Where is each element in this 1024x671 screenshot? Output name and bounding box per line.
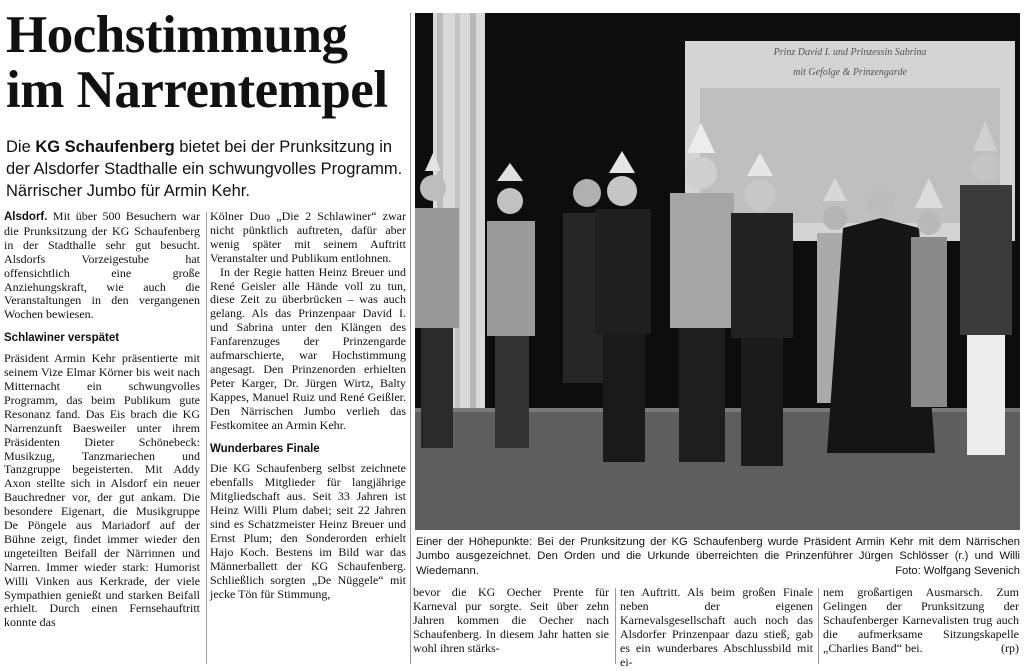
paragraph: Die KG Schaufenberg selbst zeichnete ebenfalls Mitglieder für langjährige Mitgliedschaft aus. Seit 33 Jahren ist Heinz Willi Plum dabei; seit 22 Jahren sind es Schatzmeister Heinz Breuer und Ernst Plum; den Sonderorden erhielt Hajo Koch. Bestens im Bild war das Männerballett der KG Schaufenberg. Schließlich sorgten „De Nüggele“ mit jecke Tön für Stimmung, (210, 461, 406, 601)
lead-bold: KG Schaufenberg (35, 138, 175, 156)
column-rule (410, 13, 411, 664)
headline-line-1: Hochstimmung (6, 6, 348, 64)
banner-text-1: Prinz David I. und Prinzessin Sabrina (773, 47, 927, 58)
paragraph (823, 586, 1019, 656)
lead-rest: bietet bei der Prunksitzung in der Alsdorfer Stadthalle ein schwungvolles Programm. Närrischer Jumbo für Armin Kehr. (6, 138, 403, 200)
paragraph (4, 210, 200, 322)
photo-caption (416, 535, 1020, 578)
column-rule (206, 212, 207, 664)
author-initials: (rp) (1001, 640, 1019, 655)
photo (415, 13, 1020, 530)
article-column-2 (210, 210, 406, 601)
banner-text-2: mit Gefolge & Prinzengarde (793, 67, 907, 78)
stage-photo-illustration (415, 13, 1020, 530)
column-rule (818, 588, 819, 664)
column-rule (615, 588, 616, 664)
paragraph: ten Auftritt. Als beim großen Finale neben der eigenen Karnevalsgesellschaft auch noch das Alsdorfer Prinzenpaar dazu stieß, gab es ein wunderbares Abschlussbild mit ei- (620, 585, 813, 669)
paragraph: bevor die KG Oecher Prente für Karneval pur sorgte. Seit über zehn Jahren kommen die Oecher nach Schaufenberg. In diesem Jahr hatten sie wohl ihren stärks- (413, 585, 609, 655)
paragraph-text: Mit über 500 Besuchern war die Prunksitzung der KG Schaufenberg in der Stadthalle sehr gut besucht. Alsdorfs Vorzeigestube hat offensichtlich eine große Anziehungskraft, wie auch die Veranstaltungen in den vergangenen Wochen bewiesen. (4, 209, 200, 322)
subheading: Wunderbares Finale (210, 442, 320, 455)
lead-paragraph (6, 136, 406, 202)
dateline: Alsdorf. (4, 211, 48, 223)
paragraph: Präsident Armin Kehr präsentierte mit seinem Vize Elmar Körner bis weit nach Mitternacht ein schwungvolles Programm, das beim Publikum gute Resonanz fand. Das Eis brach die KG Narrenzunft Baesweiler unter ihrem Präsidenten Dieter Schönebeck: Musikzug, Tanzmariechen und Tanzgruppe begeisterten. Mit Addy Axon stellte sich in Alsdorf ein neuer Bauchredner vor, der gut ankam. Die besondere Eigenart, die Musikgruppe De Pöngele aus Mariadorf auf der Bühne zeigt, findet immer wieder den ungeteilten Beifall der Närrinnen und Narren. Immer wieder stark: Humorist Willi Vinken aus Kerkrade, der viele Sympathien genießt und starken Beifall erhielt. Durch einen Fernsehauftritt konnte das (4, 351, 200, 630)
article-column-1 (4, 210, 200, 630)
article-column-4 (620, 586, 813, 669)
subheading: Schlawiner verspätet (4, 332, 120, 345)
paragraph-text: nem großartigen Ausmarsch. Zum Gelingen der Prunksitzung der Schaufenberger Karnevalisten trug auch die aufmerksame Sitzungskapelle „Charlies Band“ bei. (823, 585, 1019, 655)
article-column-3 (413, 586, 609, 656)
paragraph: In der Regie hatten Heinz Breuer und René Geisler alle Hände voll zu tun, diese Zeit zu überbrücken – was auch gelang. Als das Prinzenpaar David I. und Sabrina unter den Klängen des Fanfarenzuges der Prinzengarde aufmarschierte, war Hochstimmung angesagt. Den Prinzenorden erhielten Peter Karger, Dr. Jürgen Wirtz, Balty Kappes, Manuel Ruiz und René Geißler. Den Närrischen Jumbo verlieh das Festkomitee an Armin Kehr. (210, 264, 406, 432)
paragraph: Kölner Duo „Die 2 Schlawiner“ zwar nicht pünktlich auftreten, dafür aber wenig später mit seinem Auftritt Veranstalter und Publikum entlohnen. (210, 209, 406, 265)
headline (6, 8, 406, 118)
photo-credit: Foto: Wolfgang Sevenich (895, 564, 1020, 577)
caption-text: Einer der Höhepunkte: Bei der Prunksitzung der KG Schaufenberg wurde Präsident Armin Kehr mit dem Närrischen Jumbo ausgezeichnet. Den Orden und die Urkunde überreichten die Prinzenführer Jürgen Schlösser (r.) und Willi Wiedemann. (416, 536, 1020, 577)
article-column-5 (823, 586, 1019, 656)
headline-line-2: im Narrentempel (6, 61, 388, 119)
lead-prefix: Die (6, 138, 36, 156)
